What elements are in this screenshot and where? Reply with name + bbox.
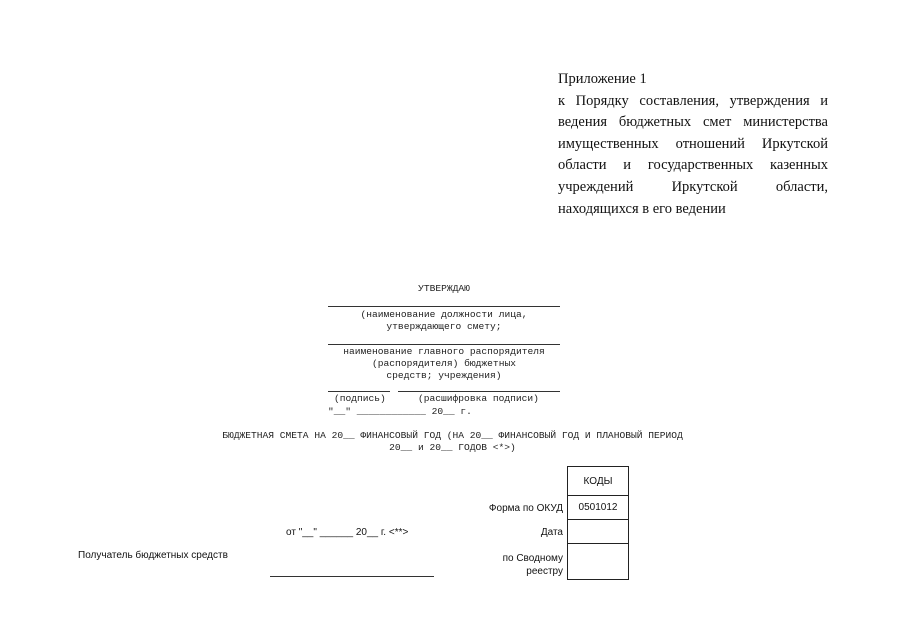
okud-label: Форма по ОКУД — [488, 503, 563, 514]
position-signature-line — [328, 306, 560, 307]
registry-code-cell — [568, 544, 629, 580]
date-code-cell — [568, 520, 629, 544]
recipient-label: Получатель бюджетных средств — [78, 550, 228, 561]
manager-caption: наименование главного распорядителя — [343, 346, 545, 357]
appendix-text-line: ведения бюджетных смет министерства — [558, 114, 828, 131]
decoding-line — [398, 391, 560, 392]
signature-line — [328, 391, 390, 392]
date-label: Дата — [540, 527, 563, 538]
appendix-text-line: имущественных отношений Иркутской — [558, 135, 828, 152]
okud-code-cell: 0501012 — [568, 496, 629, 520]
approval-heading: УТВЕРЖДАЮ — [418, 283, 470, 294]
position-caption: утверждающего смету; — [386, 321, 502, 332]
appendix-block — [558, 69, 828, 220]
recipient-line — [270, 576, 434, 577]
approval-date: "__" ____________ 20__ г. — [328, 406, 472, 417]
document-title: БЮДЖЕТНАЯ СМЕТА НА 20__ ФИНАНСОВЫЙ ГОД (НА 20__ ФИНАНСОВЫЙ ГОД И ПЛАНОВЫЙ ПЕРИОД — [222, 430, 683, 441]
codes-header: КОДЫ — [568, 467, 629, 496]
registry-label: реестру — [526, 566, 563, 577]
signature-caption: (подпись) — [334, 393, 386, 404]
registry-label: по Сводному — [502, 553, 563, 564]
manager-caption: средств; учреждения) — [386, 370, 502, 381]
manager-line — [328, 344, 560, 345]
date-from-field: от "__" ______ 20__ г. <**> — [286, 527, 409, 538]
appendix-text-line: учреждений Иркутской области, — [558, 178, 828, 195]
codes-table — [567, 466, 629, 580]
decoding-caption: (расшифровка подписи) — [418, 393, 539, 404]
manager-caption: (распорядителя) бюджетных — [372, 358, 516, 369]
appendix-text-line: к Порядку составления, утверждения и — [558, 92, 828, 109]
appendix-title: Приложение 1 — [558, 71, 647, 87]
appendix-text-line: области и государственных казенных — [558, 157, 828, 174]
position-caption: (наименование должности лица, — [360, 309, 528, 320]
appendix-text-line: находящихся в его ведении — [558, 200, 726, 217]
document-title-continued: 20__ и 20__ ГОДОВ <*>) — [389, 442, 516, 453]
